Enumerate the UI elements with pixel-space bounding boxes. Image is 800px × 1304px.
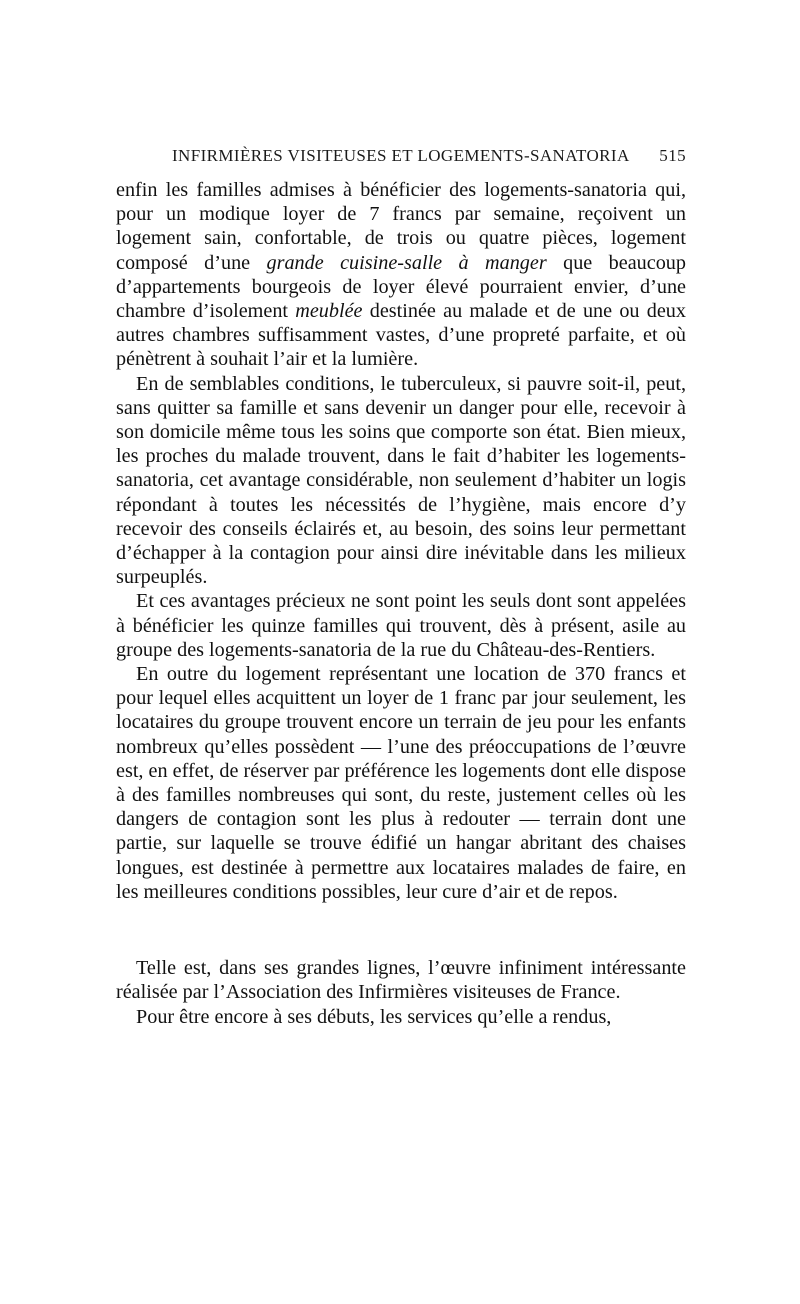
paragraph-2: En de semblables conditions, le tuberculeux, si pauvre soit-il, peut, sans quitter sa famille et sans devenir un danger pour elle, recevoir à son domicile même tous les soins que comporte son état. Bien mieux, les proches du malade trouvent, dans le fait d’habiter les logements-sanatoria, cet avantage considérable, non seulement d’habiter un logis répondant à toutes les nécessités de l’hygiène, mais encore d’y recevoir des conseils éclairés et, au besoin, des soins leur permettant d’échapper à la contagion pour ainsi dire inévitable dans les milieux surpeuplés.	[116, 372, 686, 589]
paragraph-3: Et ces avantages précieux ne sont point les seuls dont sont appelées à bénéficier les quinze familles qui trouvent, dès à présent, asile au groupe des logements-sanatoria de la rue du Château-des-Rentiers.	[116, 590, 686, 661]
paragraph-4: En outre du logement représentant une location de 370 francs et pour lequel elles acquittent un loyer de 1 franc par jour seulement, les locataires du groupe trouvent encore un terrain de jeu pour les enfants nombreux qu’elles possèdent — l’une des préoccupations de l’œuvre est, en effet, de réserver par préférence les logements dont elle dispose à des familles nombreuses qui sont, du reste, justement celles où les dangers de contagion sont les plus à redouter — terrain dont une partie, sur laquelle se trouve édifié un hangar abritant des chaises longues, est destinée à permettre aux locataires malades de faire, en les meilleures conditions possibles, leur cure d’air et de repos.	[116, 663, 686, 903]
page-number: 515	[659, 146, 686, 165]
paragraph-continued	[116, 178, 686, 372]
paragraph-1-part-c: destinée au malade et de une ou deux autres chambres suffisamment vastes, d’une propreté parfaite, et où pénètrent à souhait l’air et la lumière.	[116, 300, 686, 371]
paragraph-1-part-b: que beaucoup d’appartements bourgeois de loyer élevé pourraient envier, d’une chambre d’isolement	[116, 251, 686, 323]
running-title: INFIRMIÈRES VISITEUSES ET LOGEMENTS-SANATORIA	[172, 146, 630, 165]
paragraph-1-part-a: enfin les familles admises à bénéficier des logements-sanatoria qui, pour un modique loyer de 7 francs par semaine, reçoivent un logement sain, confortable, de trois ou quatre pièces, logement composé d’une	[116, 179, 686, 274]
paragraph-1-italic-2: meublée	[295, 300, 363, 323]
running-header	[116, 146, 686, 172]
body-text	[116, 178, 686, 1029]
paragraph-6: Pour être encore à ses débuts, les services qu’elle a rendus,	[136, 1005, 612, 1028]
paragraph-5: Telle est, dans ses grandes lignes, l’œuvre infiniment intéressante réalisée par l’Association des Infirmières visiteuses de France.	[116, 957, 686, 1004]
paragraph-1-italic-1: grande cuisine-salle à manger	[266, 251, 547, 274]
